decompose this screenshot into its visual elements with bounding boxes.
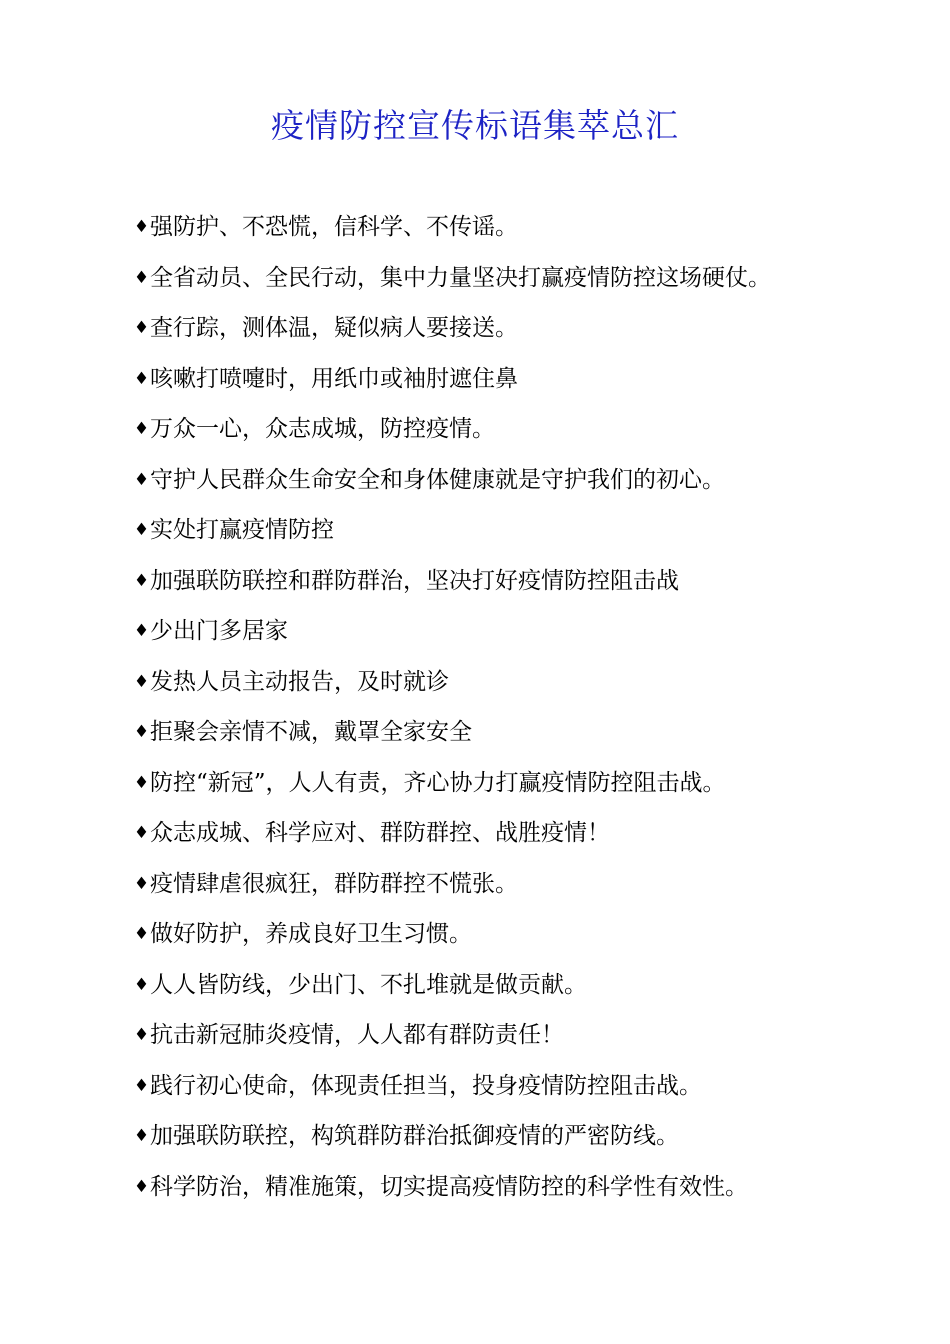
diamond-bullet-icon: ♦: [133, 419, 150, 439]
list-item: [133, 712, 913, 763]
list-item: [133, 914, 913, 965]
diamond-bullet-icon: ♦: [133, 318, 150, 338]
list-item: [133, 258, 913, 309]
slogan-text: 发热人员主动报告，及时就诊: [150, 668, 449, 695]
slogan-text: 践行初心使命，体现责任担当，投身疫情防控阻击战。: [150, 1072, 702, 1099]
list-item: [133, 864, 913, 915]
list-item: [133, 662, 913, 713]
list-item: [133, 308, 913, 359]
list-item: [133, 1116, 913, 1167]
diamond-bullet-icon: ♦: [133, 570, 150, 591]
list-item: [133, 763, 913, 814]
slogan-list: [133, 207, 913, 1217]
list-item: [133, 813, 913, 864]
diamond-bullet-icon: ♦: [133, 823, 150, 843]
diamond-bullet-icon: ♦: [133, 671, 150, 692]
list-item: [133, 359, 913, 410]
slogan-text: 实处打赢疫情防控: [150, 517, 334, 543]
diamond-bullet-icon: ♦: [133, 217, 150, 237]
diamond-bullet-icon: ♦: [133, 267, 150, 288]
slogan-text: 查行踪，测体温，疑似病人要接送。: [150, 315, 518, 341]
slogan-text: 加强联防联控和群防群治，坚决打好疫情防控阻击战: [150, 567, 679, 594]
diamond-bullet-icon: ♦: [133, 469, 150, 490]
list-item: [133, 561, 913, 612]
slogan-text: 人人皆防线，少出门、不扎堆就是做贡献。: [150, 971, 587, 998]
slogan-text: 拒聚会亲情不减，戴罩全家安全: [150, 719, 472, 745]
list-item: [133, 965, 913, 1016]
diamond-bullet-icon: ♦: [133, 621, 150, 641]
diamond-bullet-icon: ♦: [133, 368, 150, 389]
list-item: [133, 409, 913, 460]
list-item: [133, 207, 913, 258]
diamond-bullet-icon: ♦: [133, 520, 150, 540]
slogan-text: 防控“新冠”，人人有责，齐心协力打赢疫情防控阻击战。: [150, 769, 726, 796]
list-item: [133, 1167, 913, 1218]
diamond-bullet-icon: ♦: [133, 1176, 150, 1197]
slogan-text: 咳嗽打喷嚏时，用纸巾或袖肘遮住鼻: [150, 365, 518, 392]
slogan-text: 加强联防联控，构筑群防群治抵御疫情的严密防线。: [150, 1123, 679, 1149]
diamond-bullet-icon: ♦: [133, 924, 150, 944]
diamond-bullet-icon: ♦: [133, 772, 150, 793]
list-item: [133, 611, 913, 662]
diamond-bullet-icon: ♦: [133, 974, 150, 995]
slogan-text: 全省动员、全民行动，集中力量坚决打赢疫情防控这场硬仗。: [150, 264, 771, 291]
document-title: 疫情防控宣传标语集萃总汇: [271, 106, 679, 145]
list-item: [133, 460, 913, 511]
slogan-text: 抗击新冠肺炎疫情，人人都有群防责任！: [150, 1022, 564, 1048]
list-item: [133, 1066, 913, 1117]
slogan-text: 做好防护，养成良好卫生习惯。: [150, 921, 472, 947]
slogan-text: 科学防治，精准施策，切实提高疫情防控的科学性有效性。: [150, 1173, 748, 1200]
diamond-bullet-icon: ♦: [133, 722, 150, 742]
slogan-text: 强防护、不恐慌，信科学、不传谣。: [150, 214, 518, 240]
slogan-text: 万众一心，众志成城，防控疫情。: [150, 416, 495, 442]
slogan-text: 少出门多居家: [150, 618, 288, 644]
diamond-bullet-icon: ♦: [133, 1025, 150, 1045]
slogan-text: 守护人民群众生命安全和身体健康就是守护我们的初心。: [150, 466, 725, 493]
slogan-text: 众志成城、科学应对、群防群控、战胜疫情！: [150, 820, 610, 846]
diamond-bullet-icon: ♦: [133, 1126, 150, 1146]
slogan-text: 疫情肆虐很疯狂，群防群控不慌张。: [150, 870, 518, 897]
list-item: [133, 510, 913, 561]
diamond-bullet-icon: ♦: [133, 873, 150, 894]
list-item: [133, 1015, 913, 1066]
diamond-bullet-icon: ♦: [133, 1075, 150, 1096]
